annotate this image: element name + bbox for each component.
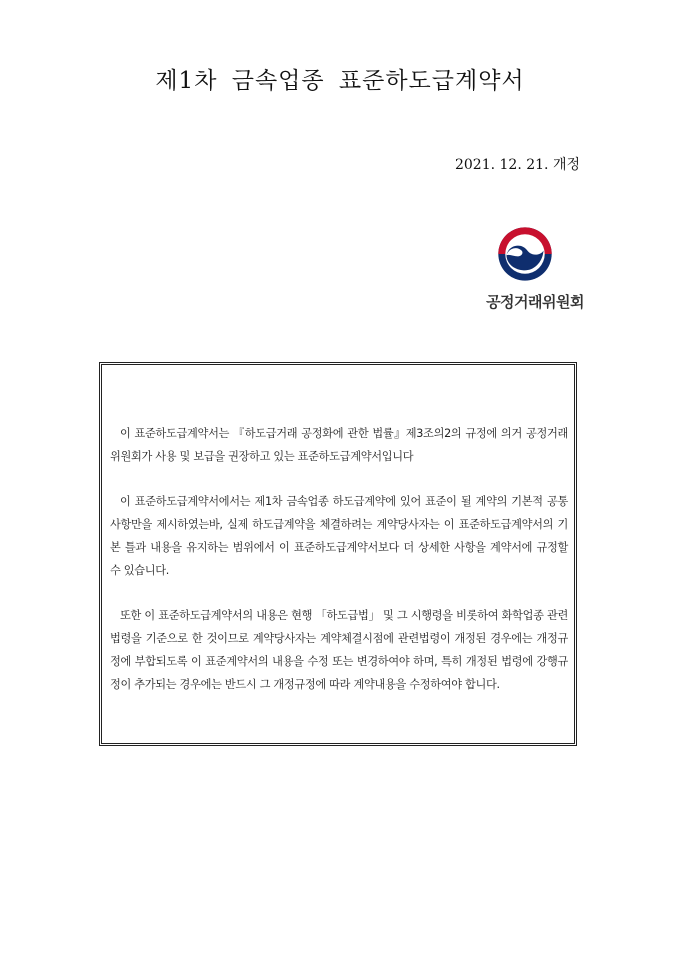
taegeuk-emblem-icon xyxy=(496,225,554,283)
revision-date: 2021. 12. 21. 개정 xyxy=(454,157,580,173)
document-title: 제1차 금속업종 표준하도급계약서 xyxy=(155,68,525,94)
notice-box xyxy=(99,362,577,746)
notice-paragraph: 이 표준하도급계약서는 『하도급거래 공정화에 관한 법률』제3조의2의 규정에 의거 공정거래위원회가 사용 및 보급을 권장하고 있는 표준하도급계약서입니다 xyxy=(110,427,568,463)
organization-name: 공정거래위원회 xyxy=(486,293,584,311)
notice-paragraph: 또한 이 표준하도급계약서의 내용은 현행 「하도급법」 및 그 시행령을 비롯하여 화학업종 관련 법령을 기준으로 한 것이므로 계약당사자는 계약체결시점에 관련법령이 개정된 경우에는 개정규정에 부합되도록 이 표준계약서의 내용을 수정 또는 변경하여야 하며, 특히 개정된 법령에 강행규정이 추가되는 경우에는 반드시 그 개정규정에 따라 계약내용을 수정하여야 합니다. xyxy=(110,609,568,691)
notice-paragraph: 이 표준하도급계약서에서는 제1차 금속업종 하도급계약에 있어 표준이 될 계약의 기본적 공통사항만을 제시하였는바, 실제 하도급계약을 체결하려는 계약당사자는 이 표준하도급계약서의 기본 틀과 내용을 유지하는 범위에서 이 표준하도급계약서보다 더 상세한 사항을 계약서에 규정할 수 있습니다. xyxy=(110,495,568,577)
ftc-logo xyxy=(466,225,584,325)
